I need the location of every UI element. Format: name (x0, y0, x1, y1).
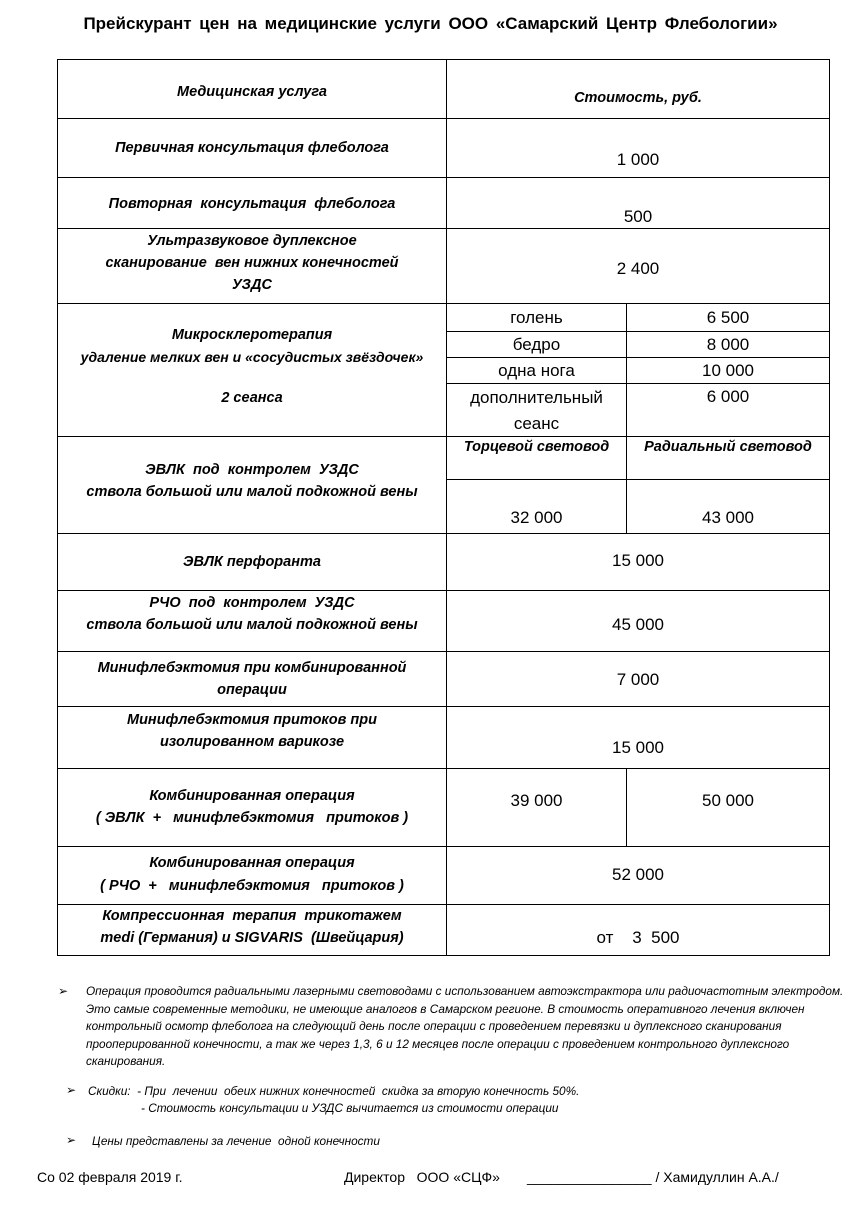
price-combined-evlk-1: 39 000 (510, 791, 563, 810)
row-border (57, 846, 830, 847)
row-border (57, 955, 830, 956)
price-ultrasound: 2 400 (616, 259, 660, 278)
sub-row-border (446, 331, 830, 332)
service-rfo-l1: РЧО под контролем УЗДС (149, 595, 355, 611)
service-microsclero-l2: удаление мелких вен и «сосудистых звёздочек» (80, 349, 424, 365)
row-border (57, 59, 830, 60)
service-microsclero-l3: 2 сеанса (221, 390, 283, 406)
page-title: Прейскурант цен на медицинские услуги ООО «Самарский Центр Флебологии» (83, 14, 778, 33)
service-miniphleb-comb-l1: Минифлебэктомия при комбинированной (97, 660, 407, 676)
note-operation: Операция проводится радиальными лазерными световодами с использованием автоэкстрактора или радиочастотным электродом. Это самые современные методики, не имеющие аналогов в Самарском регионе. В стоимость оперативного лечения включен контрольный осмотр флеболога на следующий день после операции с проведением перевязки и дуплексного сканирования прооперированной конечности, а так же через 1,3, 6 и 12 месяцев после операции с проведением контрольного дуплексного сканирования. (86, 984, 844, 1068)
service-ultrasound-l1: Ультразвуковое дуплексное (147, 233, 357, 249)
price-compression: от 3 500 (596, 928, 680, 947)
sub-row-border (446, 479, 830, 480)
service-combined-evlk-l2: ( ЭВЛК + минифлебэктомия притоков ) (95, 810, 409, 826)
bullet-arrow-icon: ➢ (66, 1083, 77, 1097)
header-price: Стоимость, руб. (574, 90, 702, 106)
price-evlk-perforant: 15 000 (612, 551, 664, 570)
service-evlk-l2: ствола большой или малой подкожной вены (86, 484, 418, 500)
row-border (57, 533, 830, 534)
service-repeat-consult: Повторная консультация флеболога (108, 196, 396, 212)
service-rfo-l2: ствола большой или малой подкожной вены (86, 617, 418, 633)
price-repeat-consult: 500 (623, 207, 653, 226)
row-border (57, 768, 830, 769)
price-miniphleb-iso: 15 000 (612, 738, 664, 757)
service-compression-l2: medi (Германия) и SIGVARIS (Швейцария) (100, 930, 404, 946)
row-border (57, 303, 830, 304)
service-miniphleb-iso-l2: изолированном варикозе (159, 734, 345, 750)
bullet-arrow-icon: ➢ (58, 984, 69, 998)
evlk-col-header-1: Торцевой световод (463, 439, 610, 455)
price-primary-consult: 1 000 (616, 150, 660, 169)
service-miniphleb-iso-l1: Минифлебэктомия притоков при (127, 712, 377, 728)
service-combined-rfo-l1: Комбинированная операция (149, 855, 355, 871)
footer-date: Со 02 февраля 2019 г. (37, 1169, 183, 1185)
row-border (57, 651, 830, 652)
microsclero-item-price: 6 500 (706, 308, 750, 327)
footer-signature: ________________ / Хамидуллин А.А./ (527, 1169, 779, 1185)
service-evlk-l1: ЭВЛК под контролем УЗДС (145, 462, 359, 478)
microsclero-item-label: бедро (512, 335, 561, 354)
service-primary-consult: Первичная консультация флеболога (115, 140, 389, 156)
microsclero-item-label: одна нога (498, 361, 575, 380)
service-ultrasound-l3: УЗДС (232, 277, 272, 293)
note-prices: Цены представлены за лечение одной конечности (92, 1134, 380, 1148)
price-miniphleb-comb: 7 000 (616, 670, 660, 689)
microsclero-item-price: 8 000 (706, 335, 750, 354)
footer-director: Директор ООО «СЦФ» (344, 1169, 500, 1185)
price-evlk-1: 32 000 (510, 508, 563, 527)
sub-row-border (446, 357, 830, 358)
bullet-arrow-icon: ➢ (66, 1133, 77, 1147)
service-ultrasound-l2: сканирование вен нижних конечностей (105, 255, 399, 271)
row-border (57, 706, 830, 707)
note-discounts-l2: - Стоимость консультации и УЗДС вычитается из стоимости операции (141, 1101, 559, 1115)
price-combined-evlk-2: 50 000 (702, 791, 754, 810)
note-discounts-l1: Скидки: - При лечении обеих нижних конечностей скидка за вторую конечность 50%. (88, 1084, 580, 1098)
price-rfo: 45 000 (612, 615, 664, 634)
price-evlk-2: 43 000 (702, 508, 754, 527)
microsclero-item-label: дополнительный сеанс (470, 388, 603, 433)
service-compression-l1: Компрессионная терапия трикотажем (102, 908, 402, 924)
service-microsclero-l1: Микросклеротерапия (171, 327, 333, 343)
header-service: Медицинская услуга (177, 84, 327, 100)
row-border (57, 118, 830, 119)
microsclero-item-price: 6 000 (706, 387, 750, 406)
price-combined-rfo: 52 000 (612, 865, 664, 884)
service-combined-rfo-l2: ( РЧО + минифлебэктомия притоков ) (100, 878, 404, 894)
row-border (57, 177, 830, 178)
evlk-col-header-2: Радиальный световод (644, 439, 812, 455)
row-border (57, 590, 830, 591)
microsclero-item-price: 10 000 (702, 361, 754, 380)
service-miniphleb-comb-l2: операции (217, 682, 287, 698)
sub-row-border (446, 383, 830, 384)
table-border-right (829, 59, 830, 956)
service-combined-evlk-l1: Комбинированная операция (149, 788, 355, 804)
microsclero-item-label: голень (510, 308, 563, 327)
service-evlk-perforant: ЭВЛК перфоранта (183, 554, 321, 570)
